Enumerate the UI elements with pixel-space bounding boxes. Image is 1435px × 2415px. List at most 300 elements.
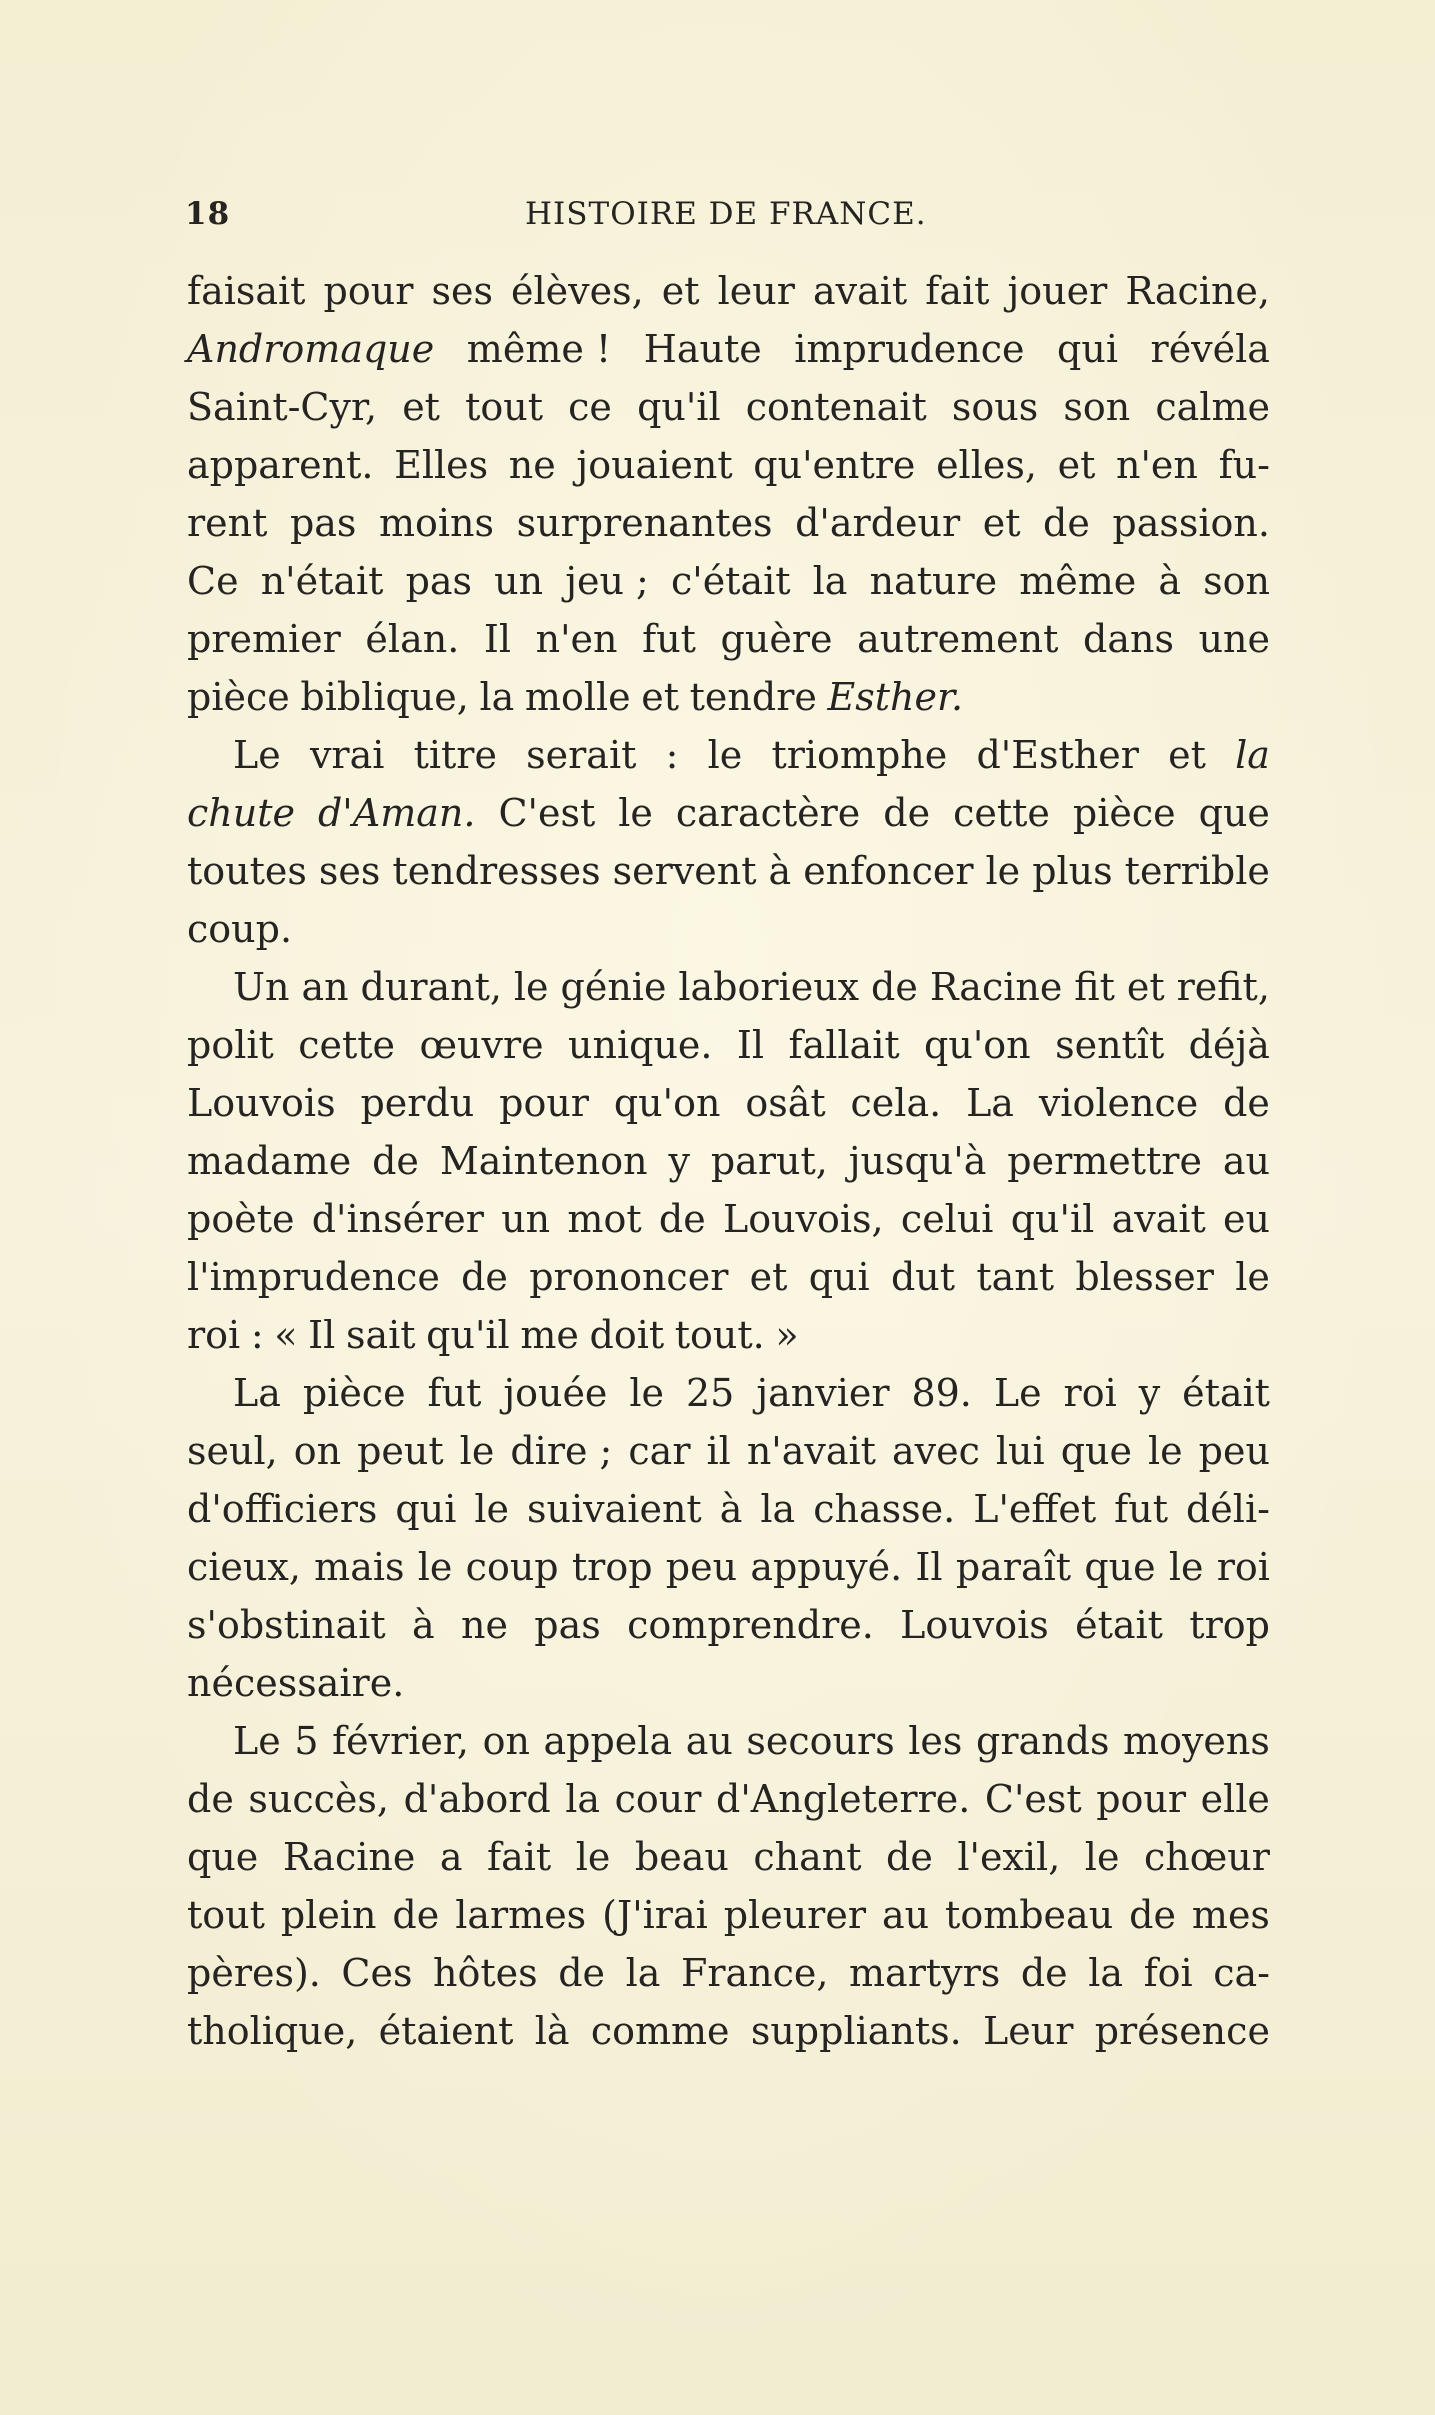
word: :: [665, 733, 679, 777]
word: peut: [357, 1429, 444, 1473]
word: trop: [1189, 1603, 1270, 1647]
word: tant: [976, 1255, 1055, 1299]
word: d'Esther: [976, 733, 1139, 777]
word: de: [871, 965, 918, 1009]
word: tout.: [674, 1313, 765, 1357]
word: d'abord: [403, 1777, 551, 1821]
word: fut: [642, 617, 696, 661]
word: fit: [1074, 965, 1115, 1009]
word: contenait: [745, 385, 927, 429]
word: tombeau: [945, 1893, 1114, 1937]
text-line: [187, 1944, 1270, 2002]
word: guère: [720, 617, 833, 661]
word: le: [474, 1487, 510, 1531]
word: à: [1158, 559, 1182, 603]
word: tendre: [689, 675, 817, 719]
word: »: [775, 1313, 799, 1357]
word: triomphe: [771, 733, 948, 777]
text-line: [187, 900, 1270, 958]
word: jeu ;: [565, 559, 649, 603]
word: Louvois: [187, 1081, 336, 1125]
word: que: [1084, 1545, 1156, 1589]
word: février,: [332, 1719, 469, 1763]
word: jouer: [1007, 269, 1108, 313]
word: jouée: [503, 1371, 608, 1415]
word: tout: [187, 1893, 265, 1937]
word: était: [1075, 1603, 1163, 1647]
word: déjà: [1188, 1023, 1270, 1067]
word: de: [392, 1893, 440, 1937]
running-head: [185, 196, 1275, 240]
word: fait: [487, 1835, 552, 1879]
word: tendresses: [392, 849, 601, 893]
word: pièce: [1072, 791, 1176, 835]
word: et: [749, 1255, 788, 1299]
word: Le: [993, 1371, 1042, 1415]
word: sait: [345, 1313, 416, 1357]
word: de: [886, 1835, 933, 1879]
word: d'insérer: [311, 1197, 484, 1241]
word: le: [1168, 1545, 1204, 1589]
word: dans: [1083, 617, 1174, 661]
word: appuyé.: [750, 1545, 903, 1589]
word: la: [565, 1777, 601, 1821]
word: perdu: [360, 1081, 475, 1125]
word: me: [520, 1313, 579, 1357]
word: qu'entre: [753, 443, 916, 487]
text-line: [187, 1596, 1270, 1654]
word: Maintenon: [439, 1139, 648, 1183]
word: beau: [634, 1835, 729, 1879]
word: sous: [951, 385, 1039, 429]
word: Le: [233, 733, 281, 777]
word: qui: [395, 1487, 457, 1531]
word: qui: [808, 1255, 870, 1299]
word: élèves,: [511, 269, 644, 313]
word: pas: [289, 501, 357, 545]
word: mes: [1191, 1893, 1270, 1937]
word: servent: [612, 849, 757, 893]
text-line: [187, 1016, 1270, 1074]
text-line: [187, 320, 1270, 378]
word: larmes: [455, 1893, 587, 1937]
word: Elles: [394, 443, 489, 487]
word: Ce: [187, 559, 239, 603]
word: ne: [460, 1603, 508, 1647]
text-line: [187, 436, 1270, 494]
word: fu-: [1218, 443, 1270, 487]
word: violence: [1038, 1081, 1199, 1125]
word: de: [372, 1139, 419, 1183]
word: mais: [314, 1545, 405, 1589]
word: L'effet: [973, 1487, 1097, 1531]
text-line: [187, 1422, 1270, 1480]
word: grands: [976, 1719, 1110, 1763]
word: le: [707, 733, 743, 777]
word: rent: [187, 501, 268, 545]
word: C'est: [984, 1777, 1082, 1821]
word: pour: [1096, 1777, 1187, 1821]
word: pièce: [187, 675, 290, 719]
word: Saint-Cyr,: [187, 385, 378, 429]
word: à: [411, 1603, 435, 1647]
word: un: [501, 1197, 551, 1241]
word: Louvois: [900, 1603, 1049, 1647]
word: plein: [280, 1893, 377, 1937]
word: fallait: [788, 1023, 900, 1067]
word: nature: [869, 559, 998, 603]
word: et: [641, 675, 680, 719]
word: La: [233, 1371, 281, 1415]
word: 25: [686, 1371, 735, 1415]
text-line: [187, 1770, 1270, 1828]
word: et: [1168, 733, 1206, 777]
word: appela: [543, 1719, 673, 1763]
word: roi: [1216, 1545, 1270, 1589]
word: succès,: [248, 1777, 389, 1821]
word: au: [685, 1719, 733, 1763]
word: la: [1088, 1951, 1124, 1995]
word: pleurer: [723, 1893, 866, 1937]
word: Ces: [341, 1951, 413, 1995]
word: les: [908, 1719, 963, 1763]
word: Leur: [983, 2009, 1074, 2053]
word: n'avait: [746, 1429, 876, 1473]
text-line: [187, 1132, 1270, 1190]
word: calme: [1155, 385, 1270, 429]
word: Racine,: [1125, 269, 1270, 313]
word: de: [558, 1951, 606, 1995]
word: l'exil,: [957, 1835, 1061, 1879]
word: pièce: [302, 1371, 406, 1415]
word: permettre: [1007, 1139, 1202, 1183]
text-line: [187, 552, 1270, 610]
word: chute: [187, 791, 295, 835]
word: sentît: [1055, 1023, 1165, 1067]
word: le: [513, 965, 549, 1009]
word: car: [628, 1429, 691, 1473]
word: avec: [891, 1429, 980, 1473]
word: coup: [465, 1545, 559, 1589]
word: premier: [187, 617, 341, 661]
word: chasse.: [813, 1487, 956, 1531]
word: étaient: [378, 2009, 514, 2053]
word: au: [1222, 1139, 1270, 1183]
word: il: [706, 1429, 731, 1473]
text-line: [187, 842, 1270, 900]
word: fut: [427, 1371, 482, 1415]
word: lui: [995, 1429, 1045, 1473]
word: jusqu'à: [848, 1139, 987, 1183]
word: comprendre.: [627, 1603, 874, 1647]
text-line: [187, 378, 1270, 436]
text-line: [187, 668, 1270, 726]
word: C'est: [498, 791, 596, 835]
text-line: [187, 2002, 1270, 2060]
word: on: [293, 1429, 342, 1473]
word: France,: [680, 1951, 829, 1995]
word: et: [1057, 443, 1096, 487]
word: apparent.: [187, 443, 374, 487]
word: «: [274, 1313, 298, 1357]
word: qu'il: [426, 1313, 510, 1357]
word: Il: [736, 1023, 765, 1067]
word: durant,: [360, 965, 502, 1009]
word: dire ;: [510, 1429, 613, 1473]
word: roi: [187, 1313, 241, 1357]
word: chant: [753, 1835, 862, 1879]
word: d'officiers: [187, 1487, 378, 1531]
word: l'imprudence: [187, 1255, 440, 1299]
word: osât: [745, 1081, 826, 1125]
word: avait: [812, 269, 908, 313]
word: qu'il: [1010, 1197, 1095, 1241]
word: de: [1043, 501, 1090, 545]
word: refit,: [1176, 965, 1270, 1009]
word: enfoncer: [803, 849, 974, 893]
text-line: [187, 1248, 1270, 1306]
word: titre: [413, 733, 497, 777]
word: eu: [1223, 1197, 1270, 1241]
word: comme: [590, 2009, 730, 2053]
word: d'ardeur: [795, 501, 961, 545]
word: élan.: [365, 617, 460, 661]
word: leur: [717, 269, 795, 313]
word: peu: [1198, 1429, 1270, 1473]
word: faisait: [187, 269, 306, 313]
word: pères).: [187, 1951, 321, 1995]
paragraph-start: [187, 1364, 1270, 1422]
word: le: [1148, 1429, 1183, 1473]
text-line: [187, 1654, 1270, 1712]
word: Le: [233, 1719, 281, 1763]
word: avait: [1111, 1197, 1206, 1241]
word: unique.: [568, 1023, 713, 1067]
text-line: [187, 1306, 1270, 1364]
word: qu'on: [924, 1023, 1031, 1067]
text-line: [187, 1480, 1270, 1538]
word: Il: [483, 617, 512, 661]
paragraph-start: [187, 1712, 1270, 1770]
word: d'Aman.: [317, 791, 476, 835]
word: son: [1203, 559, 1270, 603]
word: blesser: [1075, 1255, 1214, 1299]
text-line: [187, 1074, 1270, 1132]
word: trop: [571, 1545, 653, 1589]
work-title-andromaque: Andromaque: [187, 327, 435, 371]
word: dut: [890, 1255, 956, 1299]
word: la: [760, 1487, 796, 1531]
word: de: [461, 1255, 508, 1299]
word: y: [1138, 1371, 1161, 1415]
word: de: [1223, 1081, 1270, 1125]
word: secours: [746, 1719, 895, 1763]
text-line: [187, 784, 1270, 842]
word: cela.: [850, 1081, 942, 1125]
running-title: HISTOIRE DE FRANCE.: [525, 196, 927, 232]
word: et: [661, 269, 700, 313]
word: son: [1063, 385, 1131, 429]
word: qu'on: [613, 1081, 721, 1125]
word: le: [417, 1545, 453, 1589]
word: caractère: [675, 791, 861, 835]
word: plus: [1032, 849, 1113, 893]
word: coup.: [187, 907, 293, 951]
word: chœur: [1143, 1835, 1270, 1879]
word: génie: [560, 965, 667, 1009]
word: de: [883, 791, 931, 835]
word: et: [1126, 965, 1165, 1009]
word: serait: [526, 733, 637, 777]
word: vrai: [309, 733, 385, 777]
word: à: [768, 849, 792, 893]
word: elles,: [936, 443, 1037, 487]
word: le: [459, 1429, 495, 1473]
word: le: [629, 1371, 665, 1415]
word: et: [402, 385, 440, 429]
word: passion.: [1112, 501, 1270, 545]
word: laborieux: [678, 965, 860, 1009]
word: déli-: [1185, 1487, 1270, 1531]
word: de: [187, 1777, 234, 1821]
word: molle: [524, 675, 631, 719]
word: une: [1198, 617, 1270, 661]
word: :: [250, 1313, 264, 1357]
word: roi: [1063, 1371, 1117, 1415]
word: an: [301, 965, 349, 1009]
word: qu'il: [637, 385, 721, 429]
word: que: [187, 1835, 259, 1879]
word: de: [658, 1197, 706, 1241]
word: imprudence: [794, 327, 1025, 371]
word: c'était: [670, 559, 791, 603]
word: jouaient: [576, 443, 733, 487]
word: cette: [953, 791, 1050, 835]
word: elle: [1200, 1777, 1270, 1821]
word: au: [881, 1893, 930, 1937]
word: pas: [534, 1603, 601, 1647]
word: hôtes: [433, 1951, 538, 1995]
word: polit: [187, 1023, 274, 1067]
word: ca-: [1213, 1951, 1270, 1995]
word: Racine: [282, 1835, 416, 1879]
word: n'en: [1116, 443, 1198, 487]
page-number: 18: [185, 196, 231, 232]
word: madame: [187, 1139, 352, 1183]
word: janvier: [756, 1371, 890, 1415]
word: mot: [567, 1197, 642, 1241]
word: s'obstinait: [187, 1603, 386, 1647]
word: 5: [294, 1719, 319, 1763]
word: qui: [1057, 327, 1118, 371]
text-line: [187, 610, 1270, 668]
word: suivaient: [527, 1487, 702, 1531]
word: la: [479, 675, 515, 719]
word: suppliants.: [750, 2009, 962, 2053]
word: celui: [900, 1197, 994, 1241]
word: tout: [465, 385, 543, 429]
word: toutes: [187, 849, 307, 893]
text-line: [187, 1538, 1270, 1596]
text-line: [187, 1886, 1270, 1944]
word: a: [439, 1835, 463, 1879]
word: Louvois,: [722, 1197, 884, 1241]
work-title-esther: Esther.: [827, 675, 964, 719]
word: la: [812, 559, 848, 603]
word: pas: [405, 559, 473, 603]
word: prononcer: [529, 1255, 729, 1299]
word: surprenantes: [516, 501, 773, 545]
word: terrible: [1124, 849, 1270, 893]
word: on: [482, 1719, 530, 1763]
word: seul,: [187, 1429, 278, 1473]
word: le: [1235, 1255, 1270, 1299]
word: de: [1129, 1893, 1176, 1937]
word: n'était: [260, 559, 384, 603]
word: peu: [665, 1545, 738, 1589]
word: même !: [466, 327, 612, 371]
word: était: [1182, 1371, 1270, 1415]
word: présence: [1094, 2009, 1270, 2053]
word: biblique,: [300, 675, 469, 719]
text-line: [187, 494, 1270, 552]
text-line: [187, 262, 1270, 320]
word: le: [618, 791, 653, 835]
word: Racine: [929, 965, 1063, 1009]
word: fait: [925, 269, 990, 313]
word: parut,: [710, 1139, 828, 1183]
word: de: [1020, 1951, 1068, 1995]
word: moyens: [1123, 1719, 1270, 1763]
word: la: [1235, 733, 1270, 777]
word: à: [719, 1487, 743, 1531]
word: Haute: [643, 327, 762, 371]
word: martyrs: [849, 1951, 1001, 1995]
word: le: [575, 1835, 611, 1879]
word: tholique,: [187, 2009, 358, 2053]
word: un: [494, 559, 544, 603]
word: d'Angleterre.: [716, 1777, 971, 1821]
word: la: [625, 1951, 661, 1995]
word: La: [966, 1081, 1014, 1125]
word: même: [1019, 559, 1137, 603]
word: Il: [308, 1313, 336, 1357]
word: cour: [614, 1777, 702, 1821]
word: pour: [323, 269, 414, 313]
word: n'en: [535, 617, 618, 661]
word: que: [1198, 791, 1270, 835]
text-line: [187, 1190, 1270, 1248]
word: 89.: [911, 1371, 972, 1415]
word: (J'irai: [602, 1893, 708, 1937]
word: poète: [187, 1197, 295, 1241]
word: cieux,: [187, 1545, 301, 1589]
paragraph-start: [187, 958, 1270, 1016]
word: ce: [568, 385, 612, 429]
word: le: [985, 849, 1021, 893]
word: cette: [298, 1023, 396, 1067]
text-line: [187, 1828, 1270, 1886]
word: Un: [233, 965, 290, 1009]
word: que: [1060, 1429, 1132, 1473]
word: moins: [378, 501, 495, 545]
word: le: [1084, 1835, 1120, 1879]
word: Il: [915, 1545, 943, 1589]
word: foi: [1143, 1951, 1193, 1995]
word: doit: [589, 1313, 665, 1357]
word: là: [534, 2009, 570, 2053]
word: œuvre: [419, 1023, 544, 1067]
